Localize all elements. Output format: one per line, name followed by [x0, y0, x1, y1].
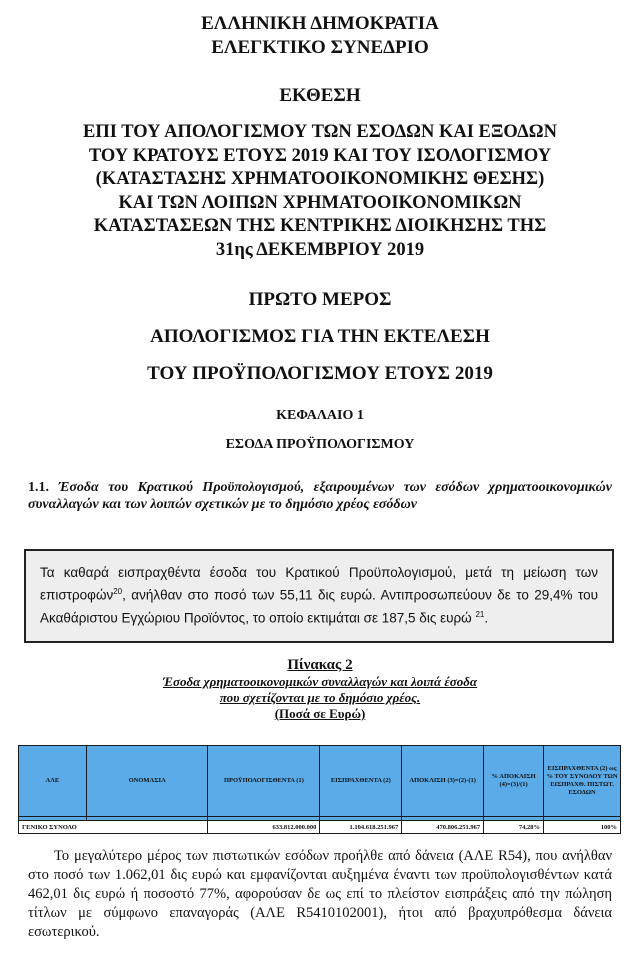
total-share-pct: 100%	[544, 821, 621, 834]
section-heading	[28, 479, 612, 513]
table-row	[19, 821, 621, 834]
table-label: Πίνακας 2	[287, 657, 353, 673]
section-title: Έσοδα του Κρατικού Προϋπολογισμού, εξαιρουμένων των εσόδων χρηματοοικονομικών συναλλαγών και των λοιπών σχετικών με το δημόσιο χρέος εσόδων	[28, 480, 612, 512]
subject-line: ΚΑΙ ΤΩΝ ΛΟΙΠΩΝ ΧΡΗΜΑΤΟΟΙΚΟΝΟΜΙΚΩΝ	[118, 192, 522, 213]
total-deviation: 470.806.251.967	[402, 821, 484, 834]
total-collected: 1.104.618.251.967	[320, 821, 402, 834]
table-unit: (Ποσά σε Ευρώ)	[274, 706, 366, 721]
court-name: ΕΛΕΓΚΤΙΚΟ ΣΥΝΕΔΡΙΟ	[211, 37, 429, 58]
subject-line: ΚΑΤΑΣΤΑΣΕΩΝ ΤΗΣ ΚΕΝΤΡΙΚΗΣ ΔΙΟΙΚΗΣΗΣ ΤΗΣ	[93, 216, 547, 236]
chapter-number: ΚΕΦΑΛΑΙΟ 1	[276, 408, 364, 423]
column-header: ΠΡΟΫΠΟΛΟΓΙΣΘΕΝΤΑ (1)	[208, 746, 320, 817]
subject-line: ΤΟΥ ΚΡΑΤΟΥΣ ΕΤΟΥΣ 2019 ΚΑΙ ΤΟΥ ΙΣΟΛΟΓΙΣΜΟΥ	[88, 145, 552, 166]
table-caption-line: που σχετίζονται με το δημόσιο χρέος.	[219, 690, 421, 705]
column-header: % ΑΠΟΚΛΙΣΗ (4)=(3)/(1)	[484, 746, 544, 817]
column-header: ΕΙΣΠΡΑΧΘΕΝΤΑ (2)	[320, 746, 402, 817]
footnote-ref[interactable]: 20	[113, 587, 123, 596]
footnote-ref[interactable]: 21	[475, 609, 485, 619]
subject-line: ΕΠΙ ΤΟΥ ΑΠΟΛΟΓΙΣΜΟΥ ΤΩΝ ΕΣΟΔΩΝ ΚΑΙ ΕΞΟΔΩΝ	[83, 122, 557, 142]
column-header: ΑΠΟΚΛΙΣΗ (3)=(2)-(1)	[402, 746, 484, 817]
part-title: ΠΡΩΤΟ ΜΕΡΟΣ	[248, 289, 392, 310]
country-name: ΕΛΛΗΝΙΚΗ ΔΗΜΟΚΡΑΤΙΑ	[201, 13, 439, 34]
subject-line: (ΚΑΤΑΣΤΑΣΗΣ ΧΡΗΜΑΤΟΟΙΚΟΝΟΜΙΚΗΣ ΘΕΣΗΣ)	[95, 169, 545, 189]
total-deviation-pct: 74,28%	[484, 821, 544, 834]
table-caption-line: Έσοδα χρηματοοικονομικών συναλλαγών και λοιπά έσοδα	[162, 674, 478, 689]
body-paragraph: Το μεγαλύτερο μέρος των πιστωτικών εσόδων προήλθε από δάνεια (ΑΛΕ R54), που ανήλθαν στο ποσό των 1.062,01 δις ευρώ και εμφανίζονται αυξημένα έναντι των προϋπολογισθέντων κατά 462,01 δις ευρώ ή ποσοστό 77%, αφορούσαν δε ως επί το πλείστον εισπράξεις από την πώληση τίτλων με σύμφωνο επαναγοράς (ΑΛΕ R5410102001), ήτοι από βραχυπρόθεσμα δάνεια εσωτερικού.	[28, 848, 612, 940]
report-subject	[20, 121, 620, 262]
table-caption	[0, 656, 640, 722]
total-budgeted: 633.812.000.000	[208, 821, 320, 834]
summary-text: .	[484, 610, 489, 625]
column-header: ΑΛΕ	[19, 746, 87, 817]
summary-text: Τα καθαρά εισπραχθέντα έσοδα του Κρατικού Προϋπολογισμού, μετά τη μείωση των επιστροφών	[40, 565, 598, 603]
table-header-row	[19, 746, 621, 817]
report-title: ΕΚΘΕΣΗ	[279, 85, 361, 106]
part-subtitle-line1: ΑΠΟΛΟΓΙΣΜΟΣ ΓΙΑ ΤΗΝ ΕΚΤΕΛΕΣΗ	[150, 326, 490, 347]
column-header: ΕΙΣΠΡΑΧΘΕΝΤΑ (2) ως % ΤΟΥ ΣΥΝΟΛΟΥ ΤΩΝ ΕΙΣΠΡΑΧΘ. ΠΙΣΤΩΤ. ΕΣΟΔΩΝ	[544, 746, 621, 817]
total-label: ΓΕΝΙΚΟ ΣΥΝΟΛΟ	[19, 821, 208, 834]
subject-line: 31ης ΔΕΚΕΜΒΡΙΟΥ 2019	[215, 239, 425, 260]
summary-box	[24, 549, 614, 643]
section-number: 1.1.	[28, 480, 49, 495]
revenue-table	[18, 745, 621, 834]
summary-text: , ανήλθαν στο ποσό των 55,11 δις ευρώ. Αντιπροσωπεύουν δε το 29,4% του Ακαθάριστου Εγχώριου Προϊόντος, το οποίο εκτιμάται σε 187,5 δις ευρώ	[40, 587, 598, 625]
part-subtitle-line2: ΤΟΥ ΠΡΟΫΠΟΛΟΓΙΣΜΟΥ ΕΤΟΥΣ 2019	[147, 363, 493, 384]
chapter-title: ΕΣΟΔΑ ΠΡΟΫΠΟΛΟΓΙΣΜΟΥ	[225, 437, 415, 452]
column-header: ΟΝΟΜΑΣΙΑ	[86, 746, 208, 817]
authority-block	[0, 12, 640, 60]
